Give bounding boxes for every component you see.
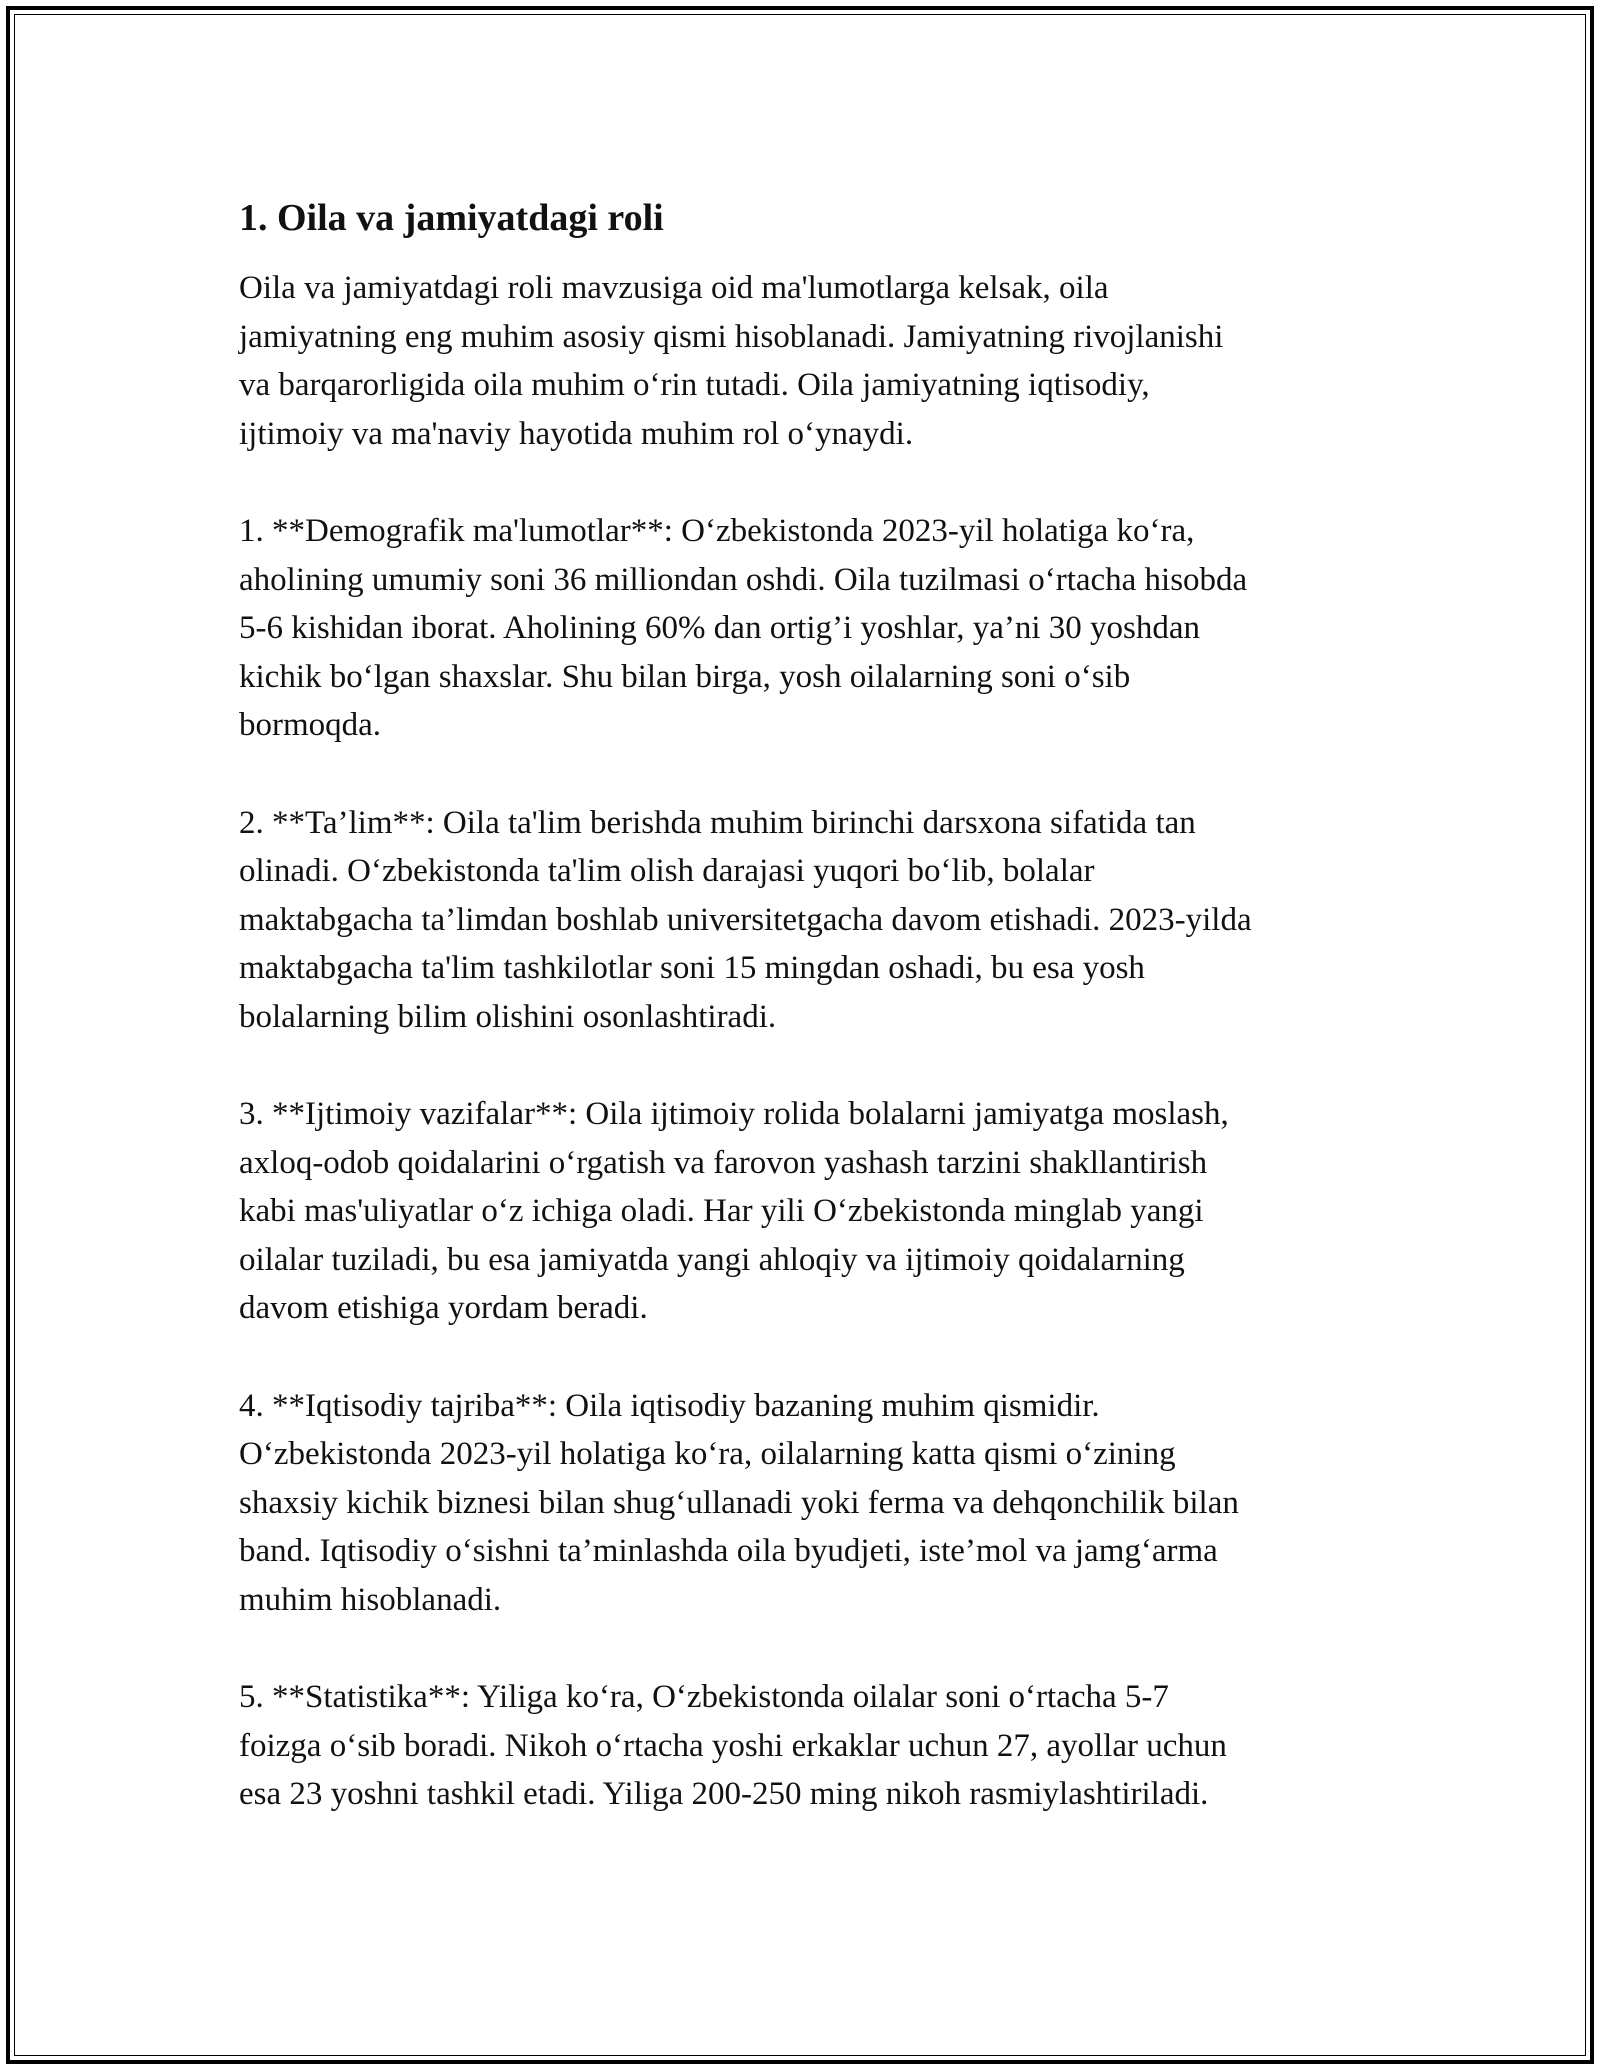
document-body (239, 192, 1389, 1868)
page-frame (6, 6, 1594, 2064)
text-line: davom etishiga yordam beradi. (239, 1290, 648, 1327)
text-line: esa 23 yoshni tashkil etadi. Yiliga 200-250 ming nikoh rasmiylashtiriladi. (239, 1776, 1209, 1813)
text-line: Oila va jamiyatdagi roli mavzusiga oid ma'lumotlarga kelsak, oila (239, 270, 1109, 306)
page-title: 1. Oila va jamiyatdagi roli (239, 197, 664, 239)
text-line: olinadi. O‘zbekistonda ta'lim olish darajasi yuqori bo‘lib, bolalar (239, 853, 1095, 890)
text-line: bormoqda. (239, 707, 382, 744)
text-line: 5. **Statistika**: Yiliga ko‘ra, O‘zbekistonda oilalar soni o‘rtacha 5-7 (239, 1679, 1169, 1716)
text-line: axloq-odob qoidalarini o‘rgatish va farovon yashash tarzini shakllantirish (239, 1144, 1208, 1181)
text-line: 3. **Ijtimoiy vazifalar**: Oila ijtimoiy rolida bolalarni jamiyatga moslash, (239, 1096, 1229, 1133)
education-paragraph (239, 799, 1389, 1042)
text-line: shaxsiy kichik biznesi bilan shug‘ullanadi yoki ferma va dehqonchilik bilan (239, 1484, 1239, 1521)
text-line: foizga o‘sib boradi. Nikoh o‘rtacha yoshi erkaklar uchun 27, ayollar uchun (239, 1727, 1227, 1764)
text-line: 2. **Ta’lim**: Oila ta'lim berishda muhim birinchi darsxona sifatida tan (239, 804, 1196, 841)
economic-paragraph (239, 1382, 1389, 1625)
text-line: 5-6 kishidan iborat. Aholining 60% dan ortig’i yoshlar, ya’ni 30 yoshdan (239, 610, 1201, 647)
text-line: oilalar tuziladi, bu esa jamiyatda yangi ahloqiy va ijtimoiy qoidalarning (239, 1241, 1185, 1278)
intro-paragraph (239, 264, 1389, 458)
text-line: muhim hisoblanadi. (239, 1582, 502, 1619)
text-line: O‘zbekistonda 2023-yil holatiga ko‘ra, oilalarning katta qismi o‘zining (239, 1436, 1176, 1473)
text-line: band. Iqtisodiy o‘sishni ta’minlashda oila byudjeti, iste’mol va jamg‘arma (239, 1533, 1218, 1570)
statistics-paragraph (239, 1673, 1389, 1819)
text-line: maktabgacha ta’limdan boshlab universitetgacha davom etishadi. 2023-yilda (239, 901, 1252, 938)
demographics-paragraph (239, 507, 1389, 750)
text-line: kichik bo‘lgan shaxslar. Shu bilan birga, yosh oilalarning soni o‘sib (239, 658, 1131, 695)
text-line: 1. **Demografik ma'lumotlar**: O‘zbekistonda 2023-yil holatiga ko‘ra, (239, 512, 1195, 549)
text-line: 4. **Iqtisodiy tajriba**: Oila iqtisodiy bazaning muhim qismidir. (239, 1387, 1100, 1424)
text-line: bolalarning bilim olishini osonlashtiradi. (239, 998, 777, 1035)
text-line: maktabgacha ta'lim tashkilotlar soni 15 mingdan oshadi, bu esa yosh (239, 950, 1145, 987)
social-duties-paragraph (239, 1090, 1389, 1333)
text-line: kabi mas'uliyatlar o‘z ichiga oladi. Har yili O‘zbekistonda minglab yangi (239, 1193, 1204, 1230)
text-line: jamiyatning eng muhim asosiy qismi hisoblanadi. Jamiyatning rivojlanishi (239, 318, 1224, 355)
text-line: ijtimoiy va ma'naviy hayotida muhim rol o‘ynaydi. (239, 415, 914, 452)
text-line: va barqarorligida oila muhim o‘rin tutadi. Oila jamiyatning iqtisodiy, (239, 367, 1150, 404)
text-line: aholining umumiy soni 36 milliondan oshdi. Oila tuzilmasi o‘rtacha hisobda (239, 561, 1248, 598)
